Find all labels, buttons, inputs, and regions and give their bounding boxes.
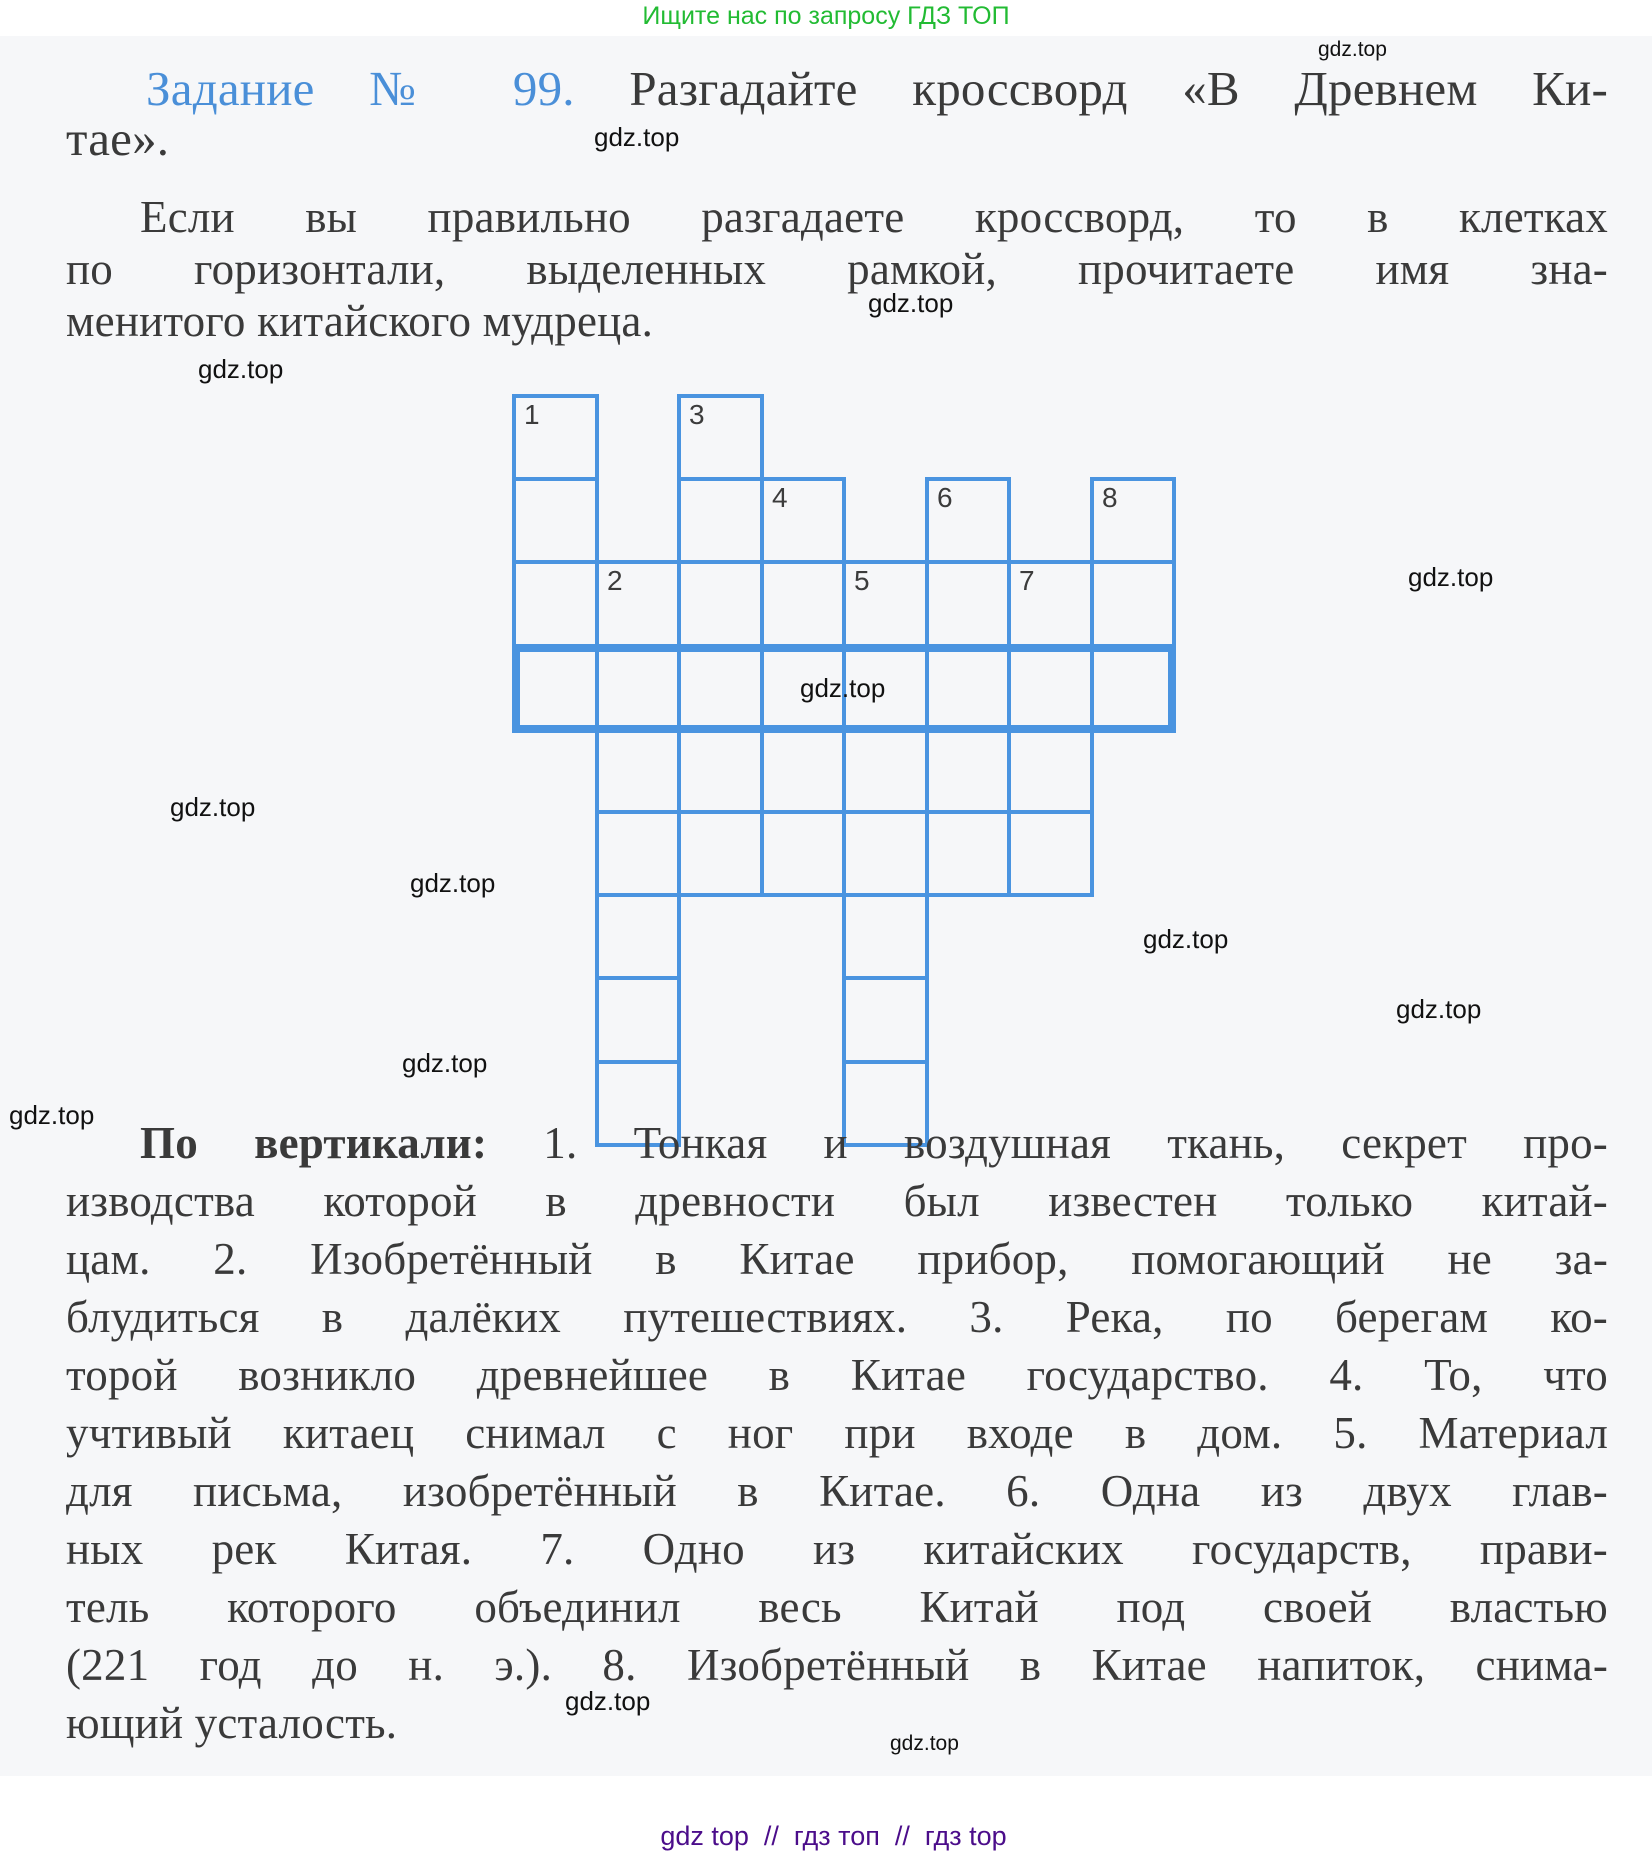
- crossword-cell[interactable]: [512, 644, 599, 731]
- clue-number-1: 1: [524, 399, 540, 430]
- clue-number-7: 7: [1019, 565, 1035, 596]
- task-title-line-1: [146, 62, 1608, 116]
- watermark-text: gdz.top: [410, 868, 496, 898]
- task-number-label: Задание № 99.: [146, 61, 575, 116]
- clue-line-4: блудиться в далёких путешествиях. 3. Река, по берегам ко-: [66, 1292, 1608, 1342]
- crossword-cell[interactable]: [925, 560, 1011, 648]
- crossword-cell[interactable]: [677, 810, 764, 897]
- watermark-text: gdz.top: [170, 792, 256, 822]
- crossword-cell[interactable]: [842, 810, 929, 897]
- crossword-cell[interactable]: [677, 394, 764, 481]
- clue-number-5: 5: [854, 565, 870, 596]
- crossword-cell[interactable]: [842, 727, 929, 814]
- watermark-text: gdz.top: [402, 1048, 488, 1078]
- intro-line-3: менитого китайского мудреца.: [66, 296, 654, 346]
- crossword-cell[interactable]: [760, 477, 846, 564]
- crossword-cell[interactable]: [925, 810, 1011, 897]
- watermark-text: gdz.top: [565, 1686, 651, 1716]
- crossword-cell[interactable]: [1007, 560, 1094, 648]
- watermark-text: gdz.top: [890, 1732, 959, 1755]
- site-links-text: gdz top // гдз топ // гдз top: [660, 1821, 1007, 1851]
- crossword-cell[interactable]: [595, 644, 681, 731]
- clue-line-9: тель которого объединил весь Китай под своей властью: [66, 1582, 1608, 1632]
- clue-number-2: 2: [607, 565, 623, 596]
- clues-heading: По вертикали:: [140, 1118, 488, 1168]
- watermark-text: gdz.top: [1318, 38, 1387, 61]
- intro-line-1: Если вы правильно разгадаете кроссворд, то в клетках: [140, 192, 1608, 242]
- watermark-text: gdz.top: [800, 673, 886, 703]
- clue-number-8: 8: [1102, 482, 1118, 513]
- clue-line-7: для письма, изобретённый в Китае. 6. Одна из двух глав-: [66, 1466, 1608, 1516]
- crossword-cell[interactable]: [677, 560, 764, 648]
- crossword-cell[interactable]: [925, 477, 1011, 564]
- crossword-cell[interactable]: [842, 893, 929, 980]
- crossword-cell[interactable]: [1007, 727, 1094, 814]
- clue-number-4: 4: [772, 482, 788, 513]
- watermark-text: gdz.top: [868, 288, 954, 318]
- top-banner: [0, 0, 1652, 36]
- crossword-cell[interactable]: [512, 477, 599, 564]
- crossword-cell[interactable]: [925, 727, 1011, 814]
- task-title-line-2: тае».: [66, 111, 170, 166]
- task-title-text: Разгадайте кроссворд «В Древнем Ки-: [629, 61, 1608, 116]
- clue-line-6: учтивый китаец снимал с ног при входе в дом. 5. Материал: [66, 1408, 1608, 1458]
- watermark-text: gdz.top: [1408, 562, 1494, 592]
- watermark-text: gdz.top: [198, 354, 284, 384]
- crossword-cell[interactable]: [595, 560, 681, 648]
- clue-number-3: 3: [689, 399, 705, 430]
- crossword-cell[interactable]: [595, 810, 681, 897]
- intro-line-2: по горизонтали, выделенных рамкой, прочитаете имя зна-: [66, 244, 1608, 294]
- crossword-cell[interactable]: [925, 644, 1011, 731]
- watermark-text: gdz.top: [1396, 994, 1482, 1024]
- clue-line-8: ных рек Китая. 7. Одно из китайских государств, прави-: [66, 1524, 1608, 1574]
- clue-line-11: ющий усталость.: [66, 1698, 398, 1748]
- crossword-cell[interactable]: [760, 810, 846, 897]
- crossword-cell[interactable]: [595, 893, 681, 980]
- watermark-text: gdz.top: [1143, 924, 1229, 954]
- crossword-cell[interactable]: [1007, 810, 1094, 897]
- crossword-cell[interactable]: [842, 976, 929, 1064]
- crossword-cell[interactable]: [677, 644, 764, 731]
- clue-number-6: 6: [937, 482, 953, 513]
- crossword-cell[interactable]: [1090, 477, 1176, 564]
- clue-line-2: изводства которой в древности был известен только китай-: [66, 1176, 1608, 1226]
- crossword-cell[interactable]: [760, 727, 846, 814]
- crossword-cell[interactable]: [512, 560, 599, 648]
- crossword-cell[interactable]: [842, 560, 929, 648]
- search-hint-text: Ищите нас по запросу ГДЗ ТОП: [642, 2, 1010, 30]
- crossword-cell[interactable]: [595, 976, 681, 1064]
- watermark-text: gdz.top: [9, 1100, 95, 1130]
- crossword-cell[interactable]: [1090, 560, 1176, 648]
- crossword-cell[interactable]: [1090, 644, 1176, 731]
- crossword-cell[interactable]: [595, 727, 681, 814]
- bottom-banner: [0, 1776, 1652, 1851]
- clue-line-1: По вертикали: 1. Тонкая и воздушная ткань, секрет про-: [140, 1118, 1608, 1168]
- clue-line-3: цам. 2. Изобретённый в Китае прибор, помогающий не за-: [66, 1234, 1608, 1284]
- watermark-text: gdz.top: [594, 122, 680, 152]
- crossword-cell[interactable]: [512, 394, 599, 481]
- crossword-cell[interactable]: [1007, 644, 1094, 731]
- crossword-cell[interactable]: [677, 477, 764, 564]
- crossword-cell[interactable]: [677, 727, 764, 814]
- crossword-cell[interactable]: [760, 560, 846, 648]
- clue-line-10: (221 год до н. э.). 8. Изобретённый в Китае напиток, снима-: [66, 1640, 1608, 1690]
- clue-line-5: торой возникло древнейшее в Китае государство. 4. То, что: [66, 1350, 1608, 1400]
